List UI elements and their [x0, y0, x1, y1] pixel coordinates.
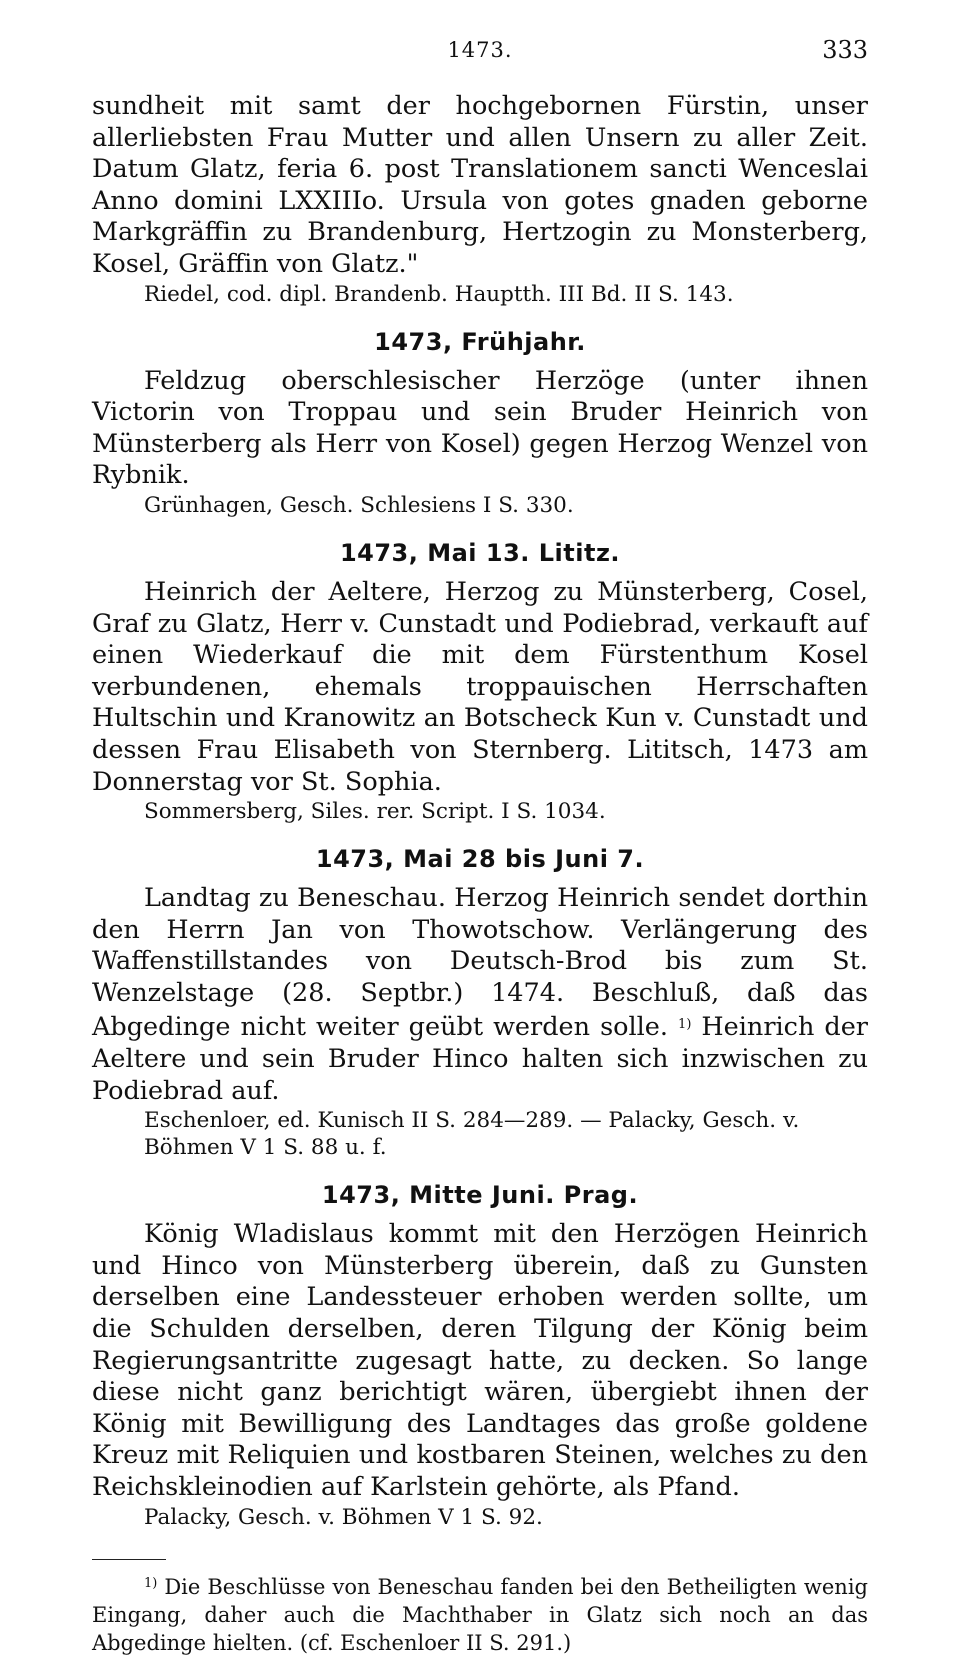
- entry-text-part: Landtag zu Beneschau. Herzog Heinrich sendet dorthin den Herrn Jan von Thowotschow. Verlängerung des Waffenstillstandes von Deutsch-Brod bis zum St. Wenzelstage (28. Septbr.) 1474. Beschluß, daß das Abgedinge nicht weiter geübt werden solle.: [92, 883, 868, 1043]
- entry-mai-28: [92, 845, 868, 1161]
- footnote: [92, 1570, 868, 1657]
- source-citation: Grünhagen, Gesch. Schlesiens I S. 330.: [144, 492, 574, 518]
- entry-text-part: Heinrich der Aeltere und sein Bruder Hinco halten sich inzwischen zu Podiebrad auf.: [92, 1012, 868, 1106]
- entry-fruehjahr: [92, 328, 868, 519]
- entry-mitte-juni: [92, 1181, 868, 1530]
- page-number: 333: [822, 36, 868, 64]
- entry-mai-13: [92, 539, 868, 825]
- entry-text: Feldzug oberschlesischer Herzöge (unter ihnen Victorin von Troppau und sein Bruder Heinrich von Münsterberg als Herr von Kosel) gegen Herzog Wenzel von Rybnik.: [92, 365, 868, 491]
- source-citation: Sommersberg, Siles. rer. Script. I S. 1034.: [144, 799, 606, 825]
- footnote-mark: 1): [144, 1575, 158, 1591]
- footnote-rule: [92, 1559, 166, 1560]
- entry-text: König Wladislaus kommt mit den Herzögen Heinrich und Hinco von Münsterberg überein, daß zu Gunsten derselben eine Landessteuer erhoben werden sollte, um die Schulden derselben, deren Tilgung der König beim Regierungsantritte zugesagt hatte, zu decken. So lange diese nicht ganz berichtigt wären, übergiebt ihnen der König mit Bewilligung des Landtages das große goldene Kreuz mit Reliquien und kostbaren Steinen, welches zu den Reichskleinodien auf Karlstein gehörte, als Pfand.: [92, 1219, 868, 1502]
- book-page: [92, 34, 868, 1657]
- footnote-text: Die Beschlüsse von Beneschau fanden bei den Betheiligten wenig Eingang, daher auch die Machthaber in Glatz sich noch an das Abgedinge hielten. (cf. Eschenloer II S. 291.): [92, 1574, 868, 1655]
- entry-text: Heinrich der Aeltere, Herzog zu Münsterberg, Cosel, Graf zu Glatz, Herr v. Cunstadt und Podiebrad, verkauft auf einen Wiederkauf die mit dem Fürstenthum Kosel verbundenen, ehemals troppauischen Herrschaften Hultschin und Kranowitz an Botscheck Kun v. Cunstadt und dessen Frau Elisabeth von Sternberg. Lititsch, 1473 am Donnerstag vor St. Sophia.: [92, 576, 868, 797]
- source-citation: Riedel, cod. dipl. Brandenb. Hauptth. III Bd. II S. 143.: [144, 281, 734, 307]
- continued-paragraph: sundheit mit samt der hochgebornen Fürstin, unser allerliebsten Frau Mutter und allen Unsern zu aller Zeit. Datum Glatz, feria 6. post Translationem sancti Wenceslai Anno domini LXXIIIo. Ursula von gotes gnaden geborne Markgräffin zu Brandenburg, Hertzogin zu Monsterberg, Kosel, Gräffin von Glatz.": [92, 91, 868, 279]
- entry-text: [92, 883, 868, 1107]
- source-citation: Palacky, Gesch. v. Böhmen V 1 S. 92.: [144, 1504, 543, 1530]
- page-header: [92, 34, 868, 74]
- running-head: 1473.: [447, 38, 513, 62]
- entry-heading: 1473, Mai 28 bis Juni 7.: [315, 845, 645, 874]
- footnote-reference: 1): [678, 1017, 692, 1033]
- entry-heading: 1473, Mitte Juni. Prag.: [321, 1181, 639, 1210]
- entry-heading: 1473, Frühjahr.: [374, 327, 586, 356]
- source-citation: Eschenloer, ed. Kunisch II S. 284—289. — Palacky, Gesch. v. Böhmen V 1 S. 88 u. f.: [144, 1108, 800, 1161]
- entry-heading: 1473, Mai 13. Lititz.: [339, 538, 621, 567]
